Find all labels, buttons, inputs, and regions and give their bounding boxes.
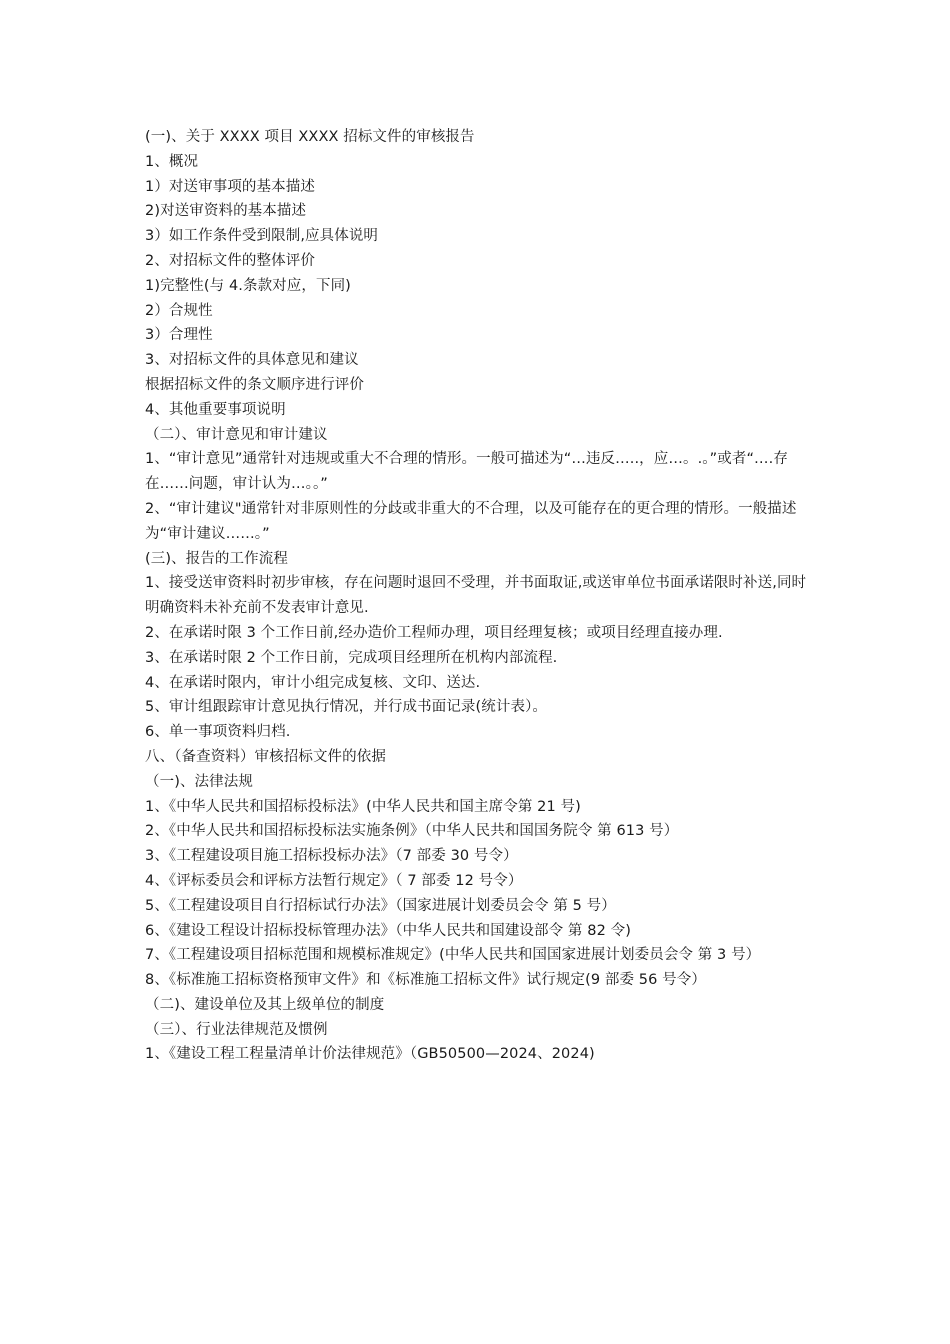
reference-item: 4、《评标委员会和评标方法暂行规定》（ 7 部委 12 号令）	[145, 872, 523, 889]
text-line: 6、单一事项资料归档.	[145, 724, 291, 741]
section-heading: (一)、关于 XXXX 项目 XXXX 招标文件的审核报告	[145, 129, 475, 145]
text-line: 5、审计组跟踪审计意见执行情况，并行成书面记录(统计表）。	[145, 699, 548, 716]
paragraph: 1、“审计意见”通常针对违规或重大不合理的情形。一般可描述为“…违反…..，应…。.。”或者“….存在……问题，审计认为…。。”	[145, 451, 788, 493]
text-line: 4、在承诺时限内，审计小组完成复核、文印、送达.	[145, 674, 481, 691]
paragraph: 2、“审计建议"通常针对非原则性的分歧或非重大的不合理，以及可能存在的更合理的情形。一般描述为“审计建议……。”	[145, 500, 797, 542]
subsection-heading: （三）、行业法律规范及惯例	[145, 1021, 328, 1038]
reference-item: 1、《建设工程工程量清单计价法律规范》（GB50500—2024、2024)	[145, 1046, 595, 1063]
reference-item: 2、《中华人民共和国招标投标法实施条例》（中华人民共和国国务院令 第 613 号）	[145, 823, 679, 840]
reference-item: 5、《工程建设项目自行招标试行办法》（国家进展计划委员会令 第 5 号）	[145, 897, 616, 914]
reference-item: 3、《工程建设项目施工招标投标办法》（7 部委 30 号令）	[145, 848, 518, 865]
section-heading: （二）、审计意见和审计建议	[145, 426, 328, 443]
text-line: 1）对送审事项的基本描述	[145, 178, 315, 195]
reference-item: 8、《标准施工招标资格预审文件》和《标准施工招标文件》试行规定(9 部委 56 号令）	[145, 972, 706, 989]
section-heading: (三)、报告的工作流程	[145, 550, 288, 567]
section-heading: 八、（备查资料）审核招标文件的依据	[145, 748, 386, 765]
text-line: 1、概况	[145, 153, 199, 170]
text-line: 3、在承诺时限 2 个工作日前，完成项目经理所在机构内部流程.	[145, 649, 558, 666]
subsection-heading: （二)、建设单位及其上级单位的制度	[145, 996, 385, 1013]
text-line: 4、其他重要事项说明	[145, 401, 286, 418]
text-line: 3）合理性	[145, 327, 213, 344]
reference-item: 1、《中华人民共和国招标投标法》(中华人民共和国主席令第 21 号)	[145, 798, 581, 815]
paragraph: 1、接受送审资料时初步审核，存在问题时退回不受理，并书面取证,或送审单位书面承诺限时补送,同时明确资料未补充前不发表审计意见.	[145, 575, 807, 617]
text-line: 2、对招标文件的整体评价	[145, 252, 315, 269]
subsection-heading: （一)、法律法规	[145, 773, 253, 790]
text-line: 3、对招标文件的具体意见和建议	[145, 352, 359, 369]
document-body	[145, 125, 813, 1067]
reference-item: 7、《工程建设项目招标范围和规模标准规定》(中华人民共和国国家进展计划委员会令 第 3 号）	[145, 947, 761, 964]
text-line: 2、在承诺时限 3 个工作日前,经办造价工程师办理，项目经理复核；或项目经理直接办理.	[145, 624, 723, 641]
text-line: 根据招标文件的条文顺序进行评价	[145, 376, 364, 393]
text-line: 2）合规性	[145, 302, 213, 319]
text-line: 1)完整性(与 4.条款对应，下同)	[145, 277, 351, 294]
text-line: 2)对送审资料的基本描述	[145, 203, 307, 220]
text-line: 3）如工作条件受到限制,应具体说明	[145, 228, 379, 245]
reference-item: 6、《建设工程设计招标投标管理办法》（中华人民共和国建设部令 第 82 令)	[145, 922, 631, 939]
